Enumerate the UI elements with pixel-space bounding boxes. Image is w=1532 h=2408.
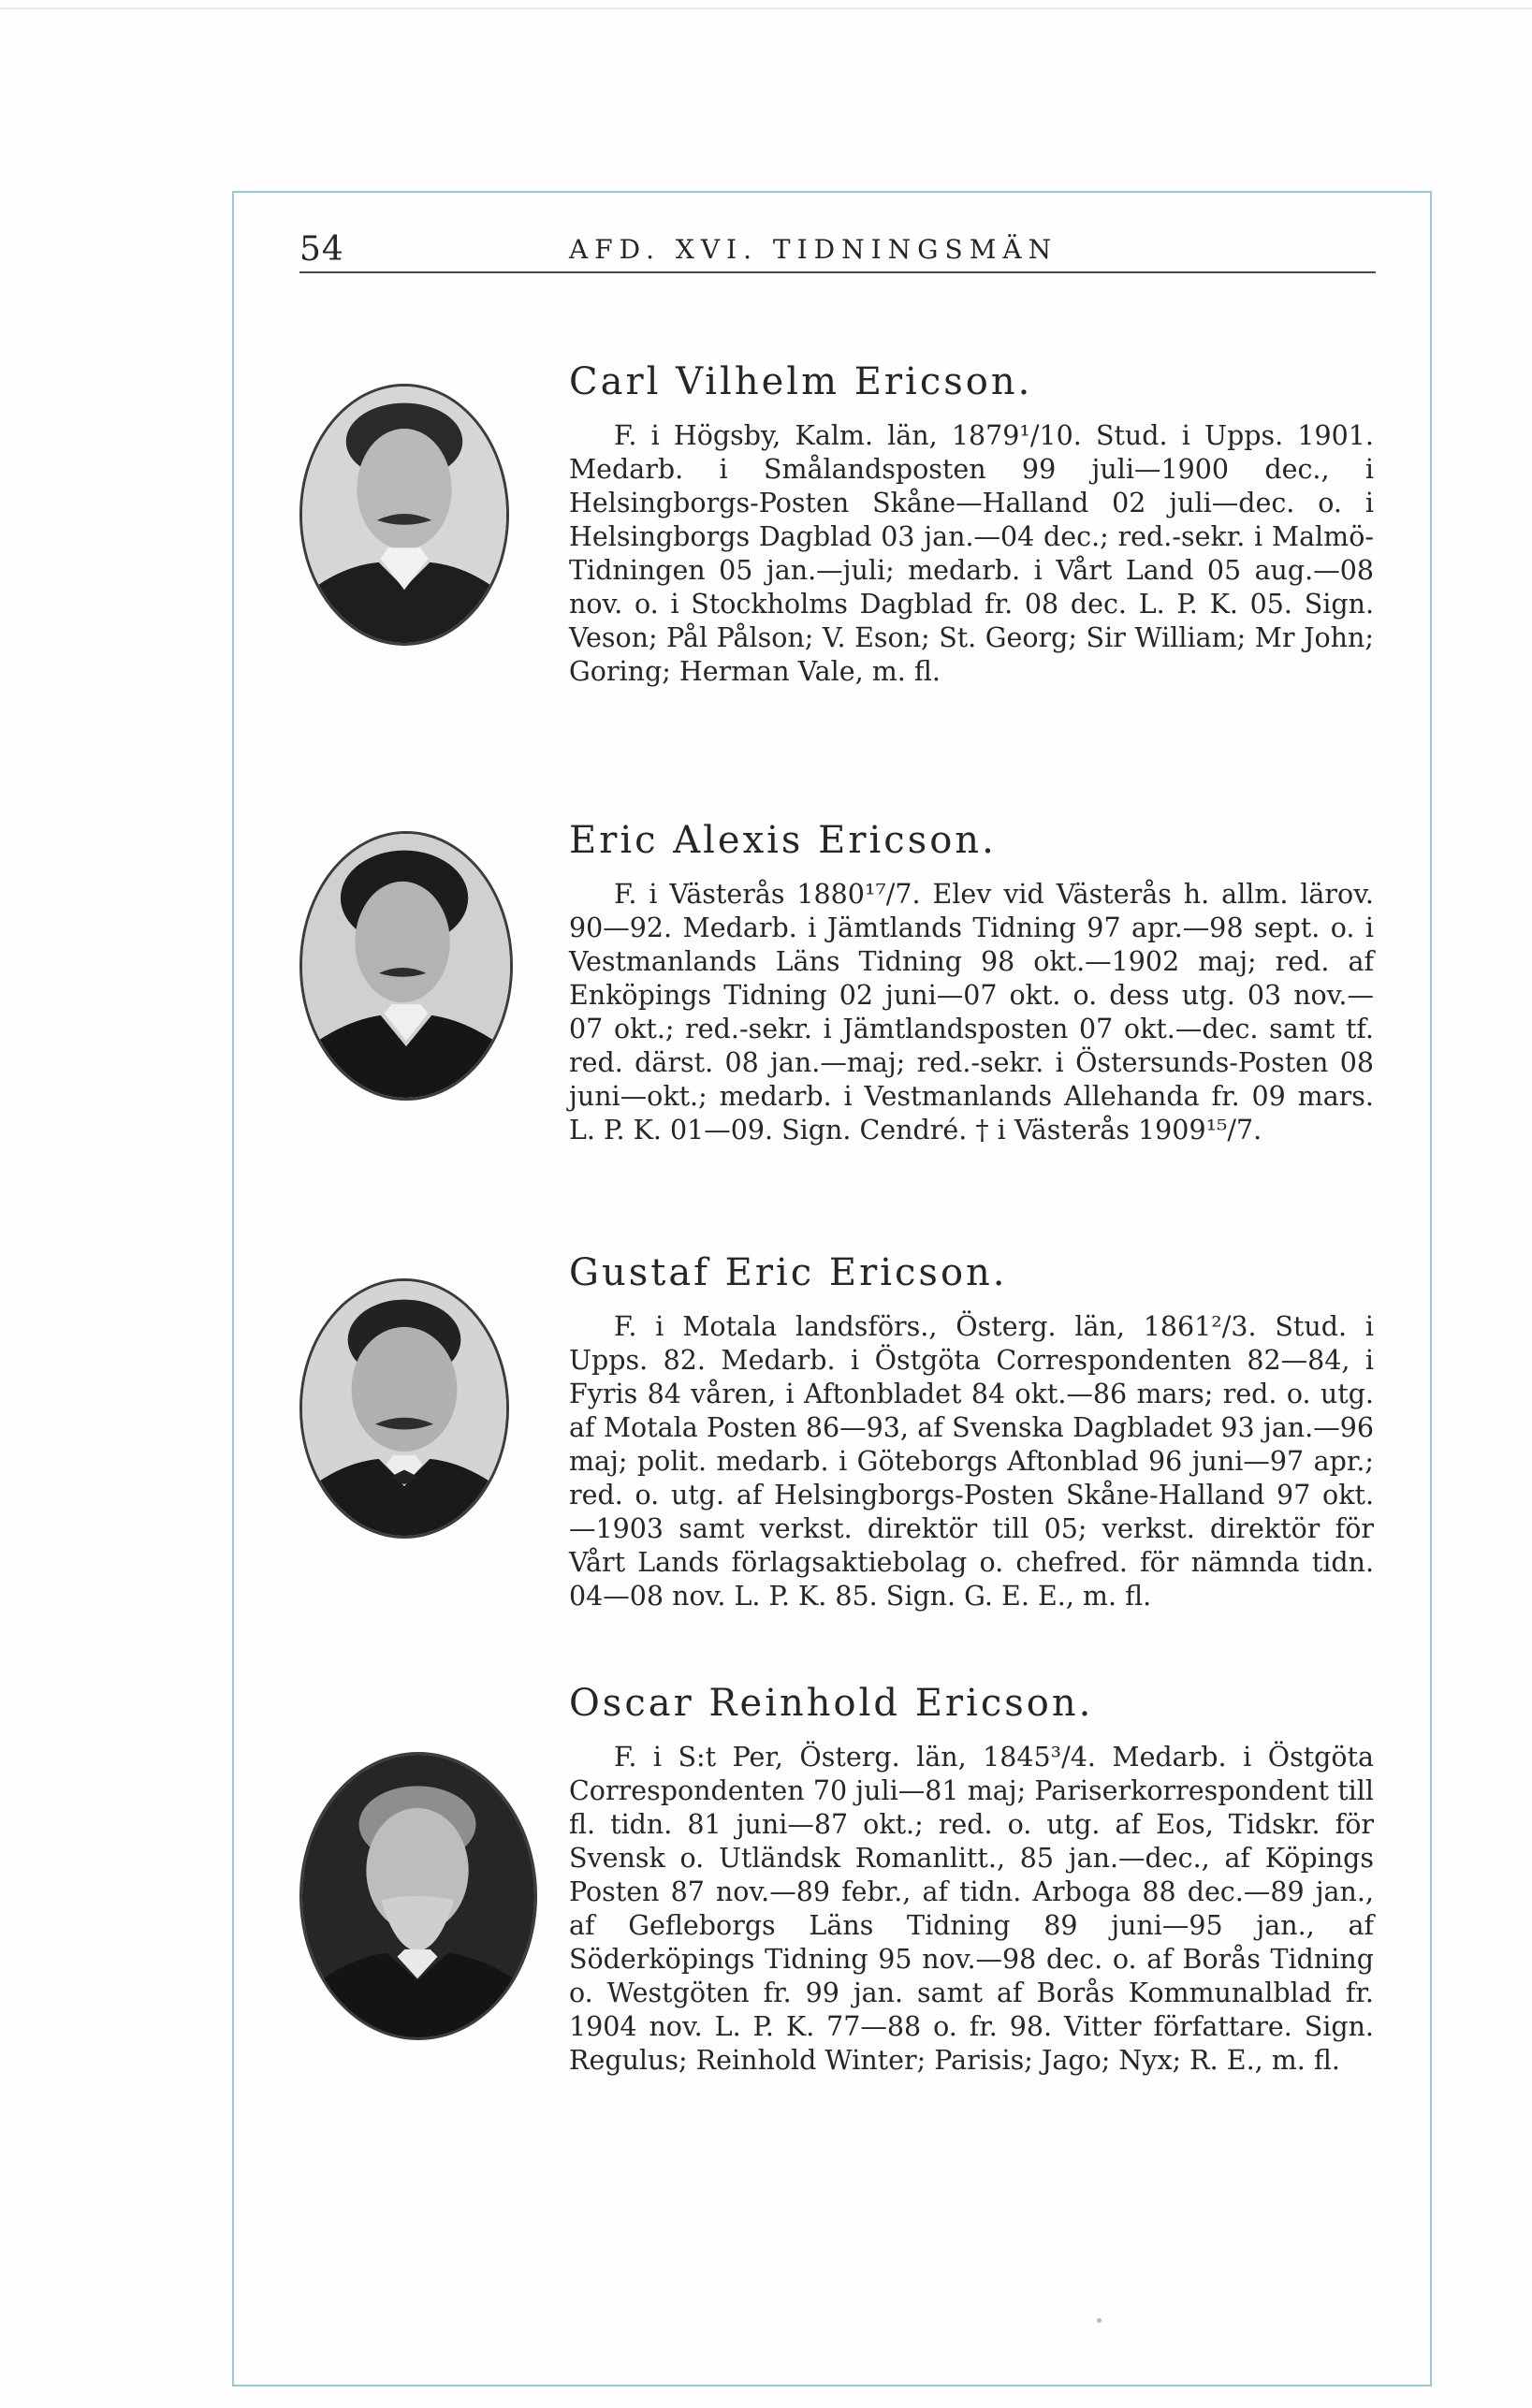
entry-text	[569, 818, 1374, 1147]
person-name: Carl Vilhelm Ericson.	[569, 360, 1033, 403]
running-head	[299, 223, 1376, 279]
entry-text	[569, 1250, 1374, 1613]
scan-speck	[1097, 2318, 1102, 2323]
portrait-photo	[299, 1752, 537, 2040]
person-name: Eric Alexis Ericson.	[569, 819, 997, 862]
entry-text	[569, 359, 1374, 689]
biography-text: F. i Motala landsförs., Österg. län, 1861²/3. Stud. i Upps. 82. Medarb. i Östgöta Correspondenten 82—84, i Fyris 84 våren, i Aftonbladet 84 okt.—86 mars; red. o. utg. af Motala Posten 86—93, af Svenska Dagbladet 93 jan.—96 maj; polit. medarb. i Göteborgs Aftonblad 96 juni—97 apr.; red. o. utg. af Helsingborgs-Posten Skåne-Halland 97 okt.—1903 samt verkst. direktör till 05; verkst. direktör för Vårt Lands förlagsaktiebolag o. chefred. för nämnda tidn. 04—08 nov. L. P. K. 85. Sign. G. E. E., m. fl.	[569, 1311, 1374, 1612]
portrait-photo	[299, 1278, 509, 1539]
header-rule	[299, 271, 1376, 273]
biography-text: F. i Högsby, Kalm. län, 1879¹/10. Stud. i Upps. 1901. Medarb. i Smålandsposten 99 juli—1900 dec., i Helsingborgs-Posten Skåne—Halland 02 juli—dec. o. i Helsingborgs Dagblad 03 jan.—04 dec.; red.-sekr. i Malmö-Tidningen 05 jan.—juli; medarb. i Vårt Land 05 aug.—08 nov. o. i Stockholms Dagblad fr. 08 dec. L. P. K. 05. Sign. Veson; Pål Pålson; V. Eson; St. Georg; Sir William; Mr John; Goring; Herman Vale, m. fl.	[569, 420, 1374, 687]
portrait-photo	[299, 384, 509, 646]
section-title: AFD. XVI. TIDNINGSMÄN	[569, 234, 1058, 265]
entry-text	[569, 1681, 1374, 2078]
person-name: Oscar Reinhold Ericson.	[569, 1682, 1094, 1725]
biography-text: F. i S:t Per, Österg. län, 1845³/4. Medarb. i Östgöta Correspondenten 70 juli—81 maj; Pariserkorrespondent till fl. tidn. 81 juni—87 okt.; red. o. utg. af Eos, Tidskr. för Svensk o. Utländsk Romanlitt., 85 jan.—dec., af Köpings Posten 87 nov.—89 febr., af tidn. Arboga 88 dec.—89 jan., af Gefleborgs Läns Tidning 89 juni—95 jan., af Söderköpings Tidning 95 nov.—98 dec. o. af Borås Tidning o. Westgöten fr. 99 jan. samt af Borås Kommunalblad fr. 1904 nov. L. P. K. 77—88 o. fr. 98. Vitter författare. Sign. Regulus; Reinhold Winter; Parisis; Jago; Nyx; R. E., m. fl.	[569, 1742, 1374, 2076]
scan-edge-line	[0, 7, 1532, 9]
page-number: 54	[299, 230, 344, 269]
portrait-photo	[299, 831, 513, 1101]
person-name: Gustaf Eric Ericson.	[569, 1251, 1008, 1294]
biography-text: F. i Västerås 1880¹⁷/7. Elev vid Västerås h. allm. lärov. 90—92. Medarb. i Jämtlands Tidning 97 apr.—98 sept. o. i Vestmanlands Läns Tidning 98 okt.—1902 maj; red. af Enköpings Tidning 02 juni—07 okt. o. dess utg. 03 nov.—07 okt.; red.-sekr. i Jämtlandsposten 07 okt.—dec. samt tf. red. därst. 08 jan.—maj; red.-sekr. i Östersunds-Posten 08 juni—okt.; medarb. i Vestmanlands Allehanda fr. 09 mars. L. P. K. 01—09. Sign. Cendré. † i Västerås 1909¹⁵/7.	[569, 879, 1374, 1146]
